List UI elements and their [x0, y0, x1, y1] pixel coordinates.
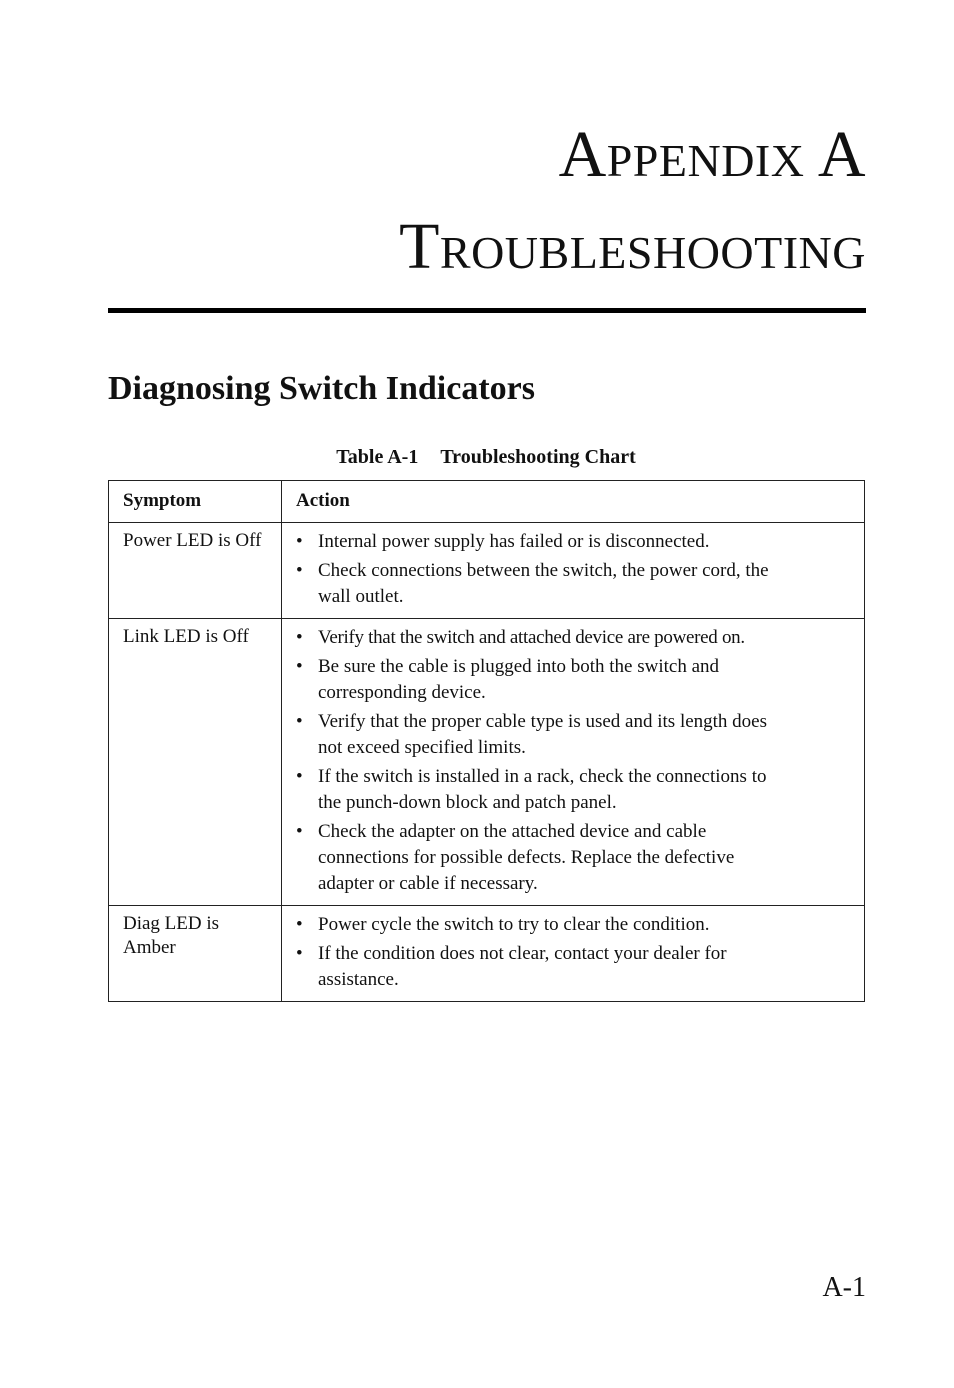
page-number: A-1	[822, 1272, 866, 1303]
action-text: If the switch is installed in a rack, check the connections to the punch-down block and patch panel.	[318, 766, 767, 813]
action-item	[296, 654, 850, 706]
table-caption-label: Table A-1	[336, 446, 419, 468]
action-list	[296, 912, 850, 993]
chapter-title: Troubleshooting	[399, 210, 866, 283]
action-item	[296, 709, 850, 761]
action-text: Power cycle the switch to try to clear the condition.	[318, 914, 710, 935]
header-symptom: Symptom	[109, 481, 282, 523]
bullet-icon: •	[296, 560, 303, 581]
bullet-icon: •	[296, 711, 303, 732]
action-item	[296, 529, 850, 555]
section-title: Diagnosing Switch Indicators	[108, 370, 535, 407]
action-item	[296, 764, 850, 816]
symptom-text: Power LED is Off	[123, 530, 262, 551]
action-text: Internal power supply has failed or is disconnected.	[318, 531, 710, 552]
symptom-cell	[109, 619, 282, 906]
bullet-icon: •	[296, 531, 303, 552]
bullet-icon: •	[296, 821, 303, 842]
bullet-icon: •	[296, 627, 303, 648]
header-action: Action	[282, 481, 865, 523]
title-rule	[108, 308, 866, 313]
action-list	[296, 529, 850, 610]
action-text: Check the adapter on the attached device and cable connections for possible defects. Replace the defective adapter or cable if necessary.	[318, 821, 735, 894]
table-row	[109, 906, 865, 1002]
action-list	[296, 625, 850, 897]
action-text: Verify that the switch and attached device are powered on.	[318, 627, 745, 648]
action-cell	[282, 523, 865, 619]
action-item	[296, 819, 850, 897]
table-row	[109, 619, 865, 906]
appendix-heading: Appendix A	[558, 118, 866, 191]
action-cell	[282, 906, 865, 1002]
action-item	[296, 912, 850, 938]
table-caption	[108, 446, 864, 469]
troubleshooting-table	[108, 480, 865, 1002]
symptom-text: Diag LED is Amber	[123, 913, 220, 958]
action-text: Be sure the cable is plugged into both the switch and corresponding device.	[318, 656, 720, 703]
action-text: Check connections between the switch, the power cord, the wall outlet.	[318, 560, 769, 607]
bullet-icon: •	[296, 656, 303, 677]
symptom-text: Link LED is Off	[123, 626, 249, 647]
action-item	[296, 558, 850, 610]
bullet-icon: •	[296, 766, 303, 787]
table-row	[109, 523, 865, 619]
action-item	[296, 625, 850, 651]
action-item	[296, 941, 850, 993]
bullet-icon: •	[296, 914, 303, 935]
table-header-row	[109, 481, 865, 523]
action-text: If the condition does not clear, contact your dealer for assistance.	[318, 943, 727, 990]
symptom-cell	[109, 906, 282, 1002]
table-caption-title: Troubleshooting Chart	[440, 446, 636, 468]
symptom-cell	[109, 523, 282, 619]
action-text: Verify that the proper cable type is used and its length does not exceed specified limits.	[318, 711, 768, 758]
action-cell	[282, 619, 865, 906]
bullet-icon: •	[296, 943, 303, 964]
